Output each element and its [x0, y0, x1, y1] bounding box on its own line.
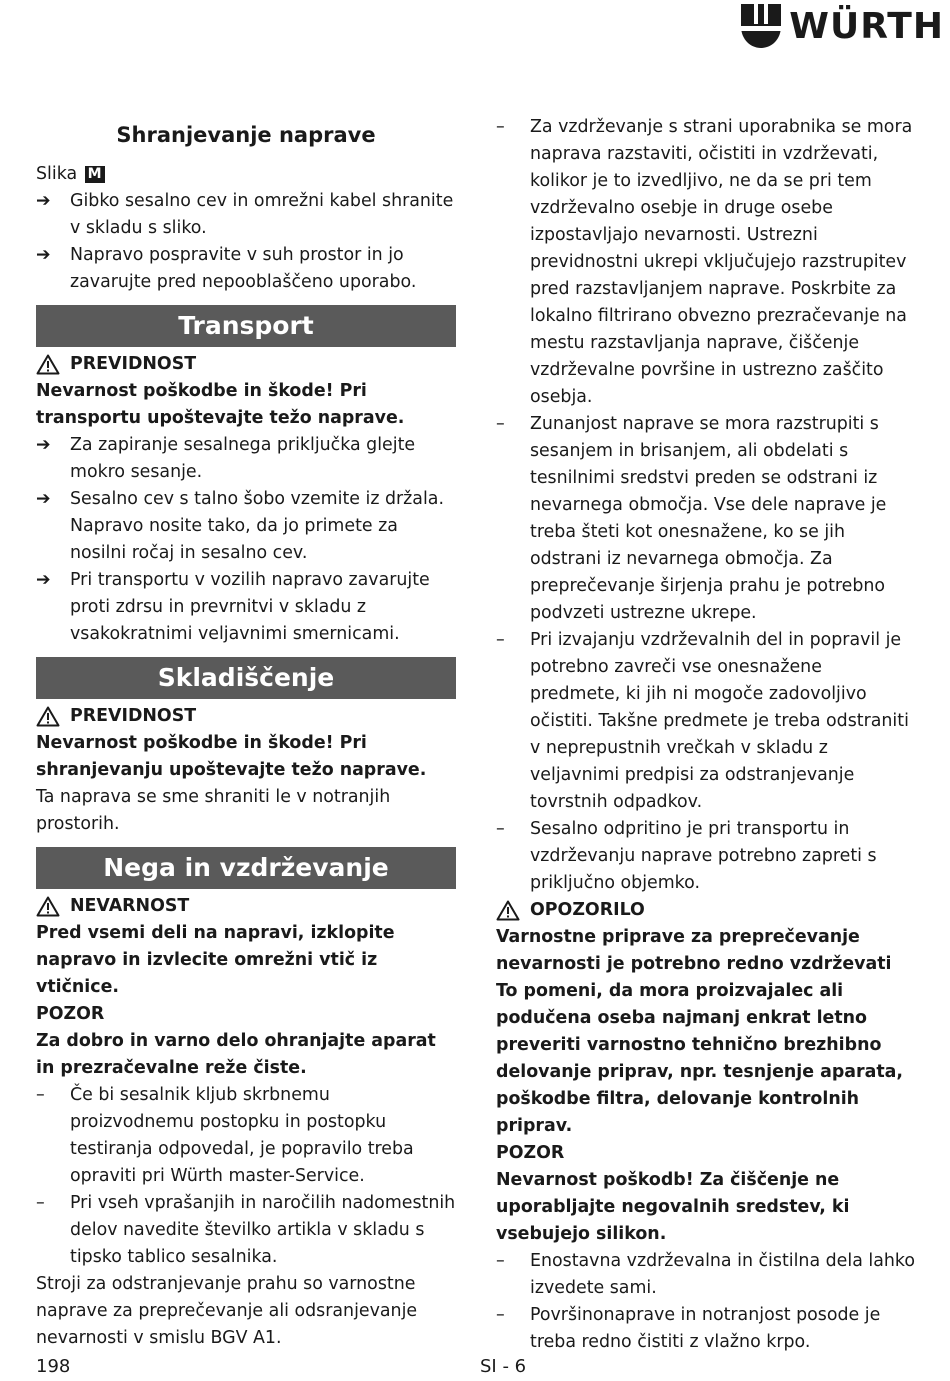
arrow-right-icon: ➔ [36, 570, 51, 590]
list-item: ➔ Pri transportu v vozilih napravo zavarujte proti zdrsu in prevrnitvi v skladu z vsakokratnimi veljavnimi smernicami. [36, 567, 456, 648]
warning-text: Nevarnost poškodbe in škode! Pri shranjevanju upoštevajte težo naprave. [36, 733, 427, 780]
list-item: – Zunanjost naprave se mora razstrupiti s sesanjem in brisanjem, ali obdelati s tesnilnimi sredstvi preden se odstrani iz nevarnega območja. Vse dele naprave je treba šteti kot onesnažene, ko se jih odstrani iz nevarnega območja. Za preprečevanje širjenja prahu je potrebno podvzeti ustrezne ukrepe. [496, 411, 916, 627]
warning-header: PREVIDNOST [36, 351, 456, 378]
page-number: 198 [36, 1356, 71, 1377]
dash-bullet: – [496, 414, 505, 434]
logo-text: WÜRTH [789, 5, 944, 47]
pozor-text: Za dobro in varno delo ohranjajte aparat in prezračevalne reže čiste. [36, 1031, 436, 1078]
list-item: ➔ Gibko sesalno cev in omrežni kabel shranite v skladu s sliko. [36, 188, 456, 242]
section-heading-transport: Transport [36, 305, 456, 347]
warning-triangle-icon [36, 896, 60, 917]
dash-bullet: – [496, 630, 505, 650]
pozor-text: Nevarnost poškodb! Za čiščenje ne uporabljajte negovalnih sredstev, ki vsebujejo silikon. [496, 1170, 850, 1244]
arrow-right-icon: ➔ [36, 245, 51, 265]
storage-note: Ta naprava se sme shraniti le v notranjih prostorih. [36, 787, 391, 834]
right-column [496, 114, 916, 1356]
warning-header: PREVIDNOST [36, 703, 456, 730]
list-item: – Pri vseh vprašanjih in naročilih nadomestnih delov navedite številko artikla v skladu s tipsko tablico sesalnika. [36, 1190, 456, 1271]
pozor-label: POZOR [496, 1143, 565, 1163]
list-item: ➔ Za zapiranje sesalnega priključka glejte mokro sesanje. [36, 432, 456, 486]
warning-header: OPOZORILO [496, 897, 916, 924]
dash-bullet: – [36, 1193, 45, 1213]
list-item: – Enostavna vzdrževalna in čistilna dela lahko izvedete sami. [496, 1248, 916, 1302]
list-item: – Pri izvajanju vzdrževalnih del in popravil je potrebno zavreči vse onesnažene predmete, ki jih ni mogoče zadovoljivo očistiti. Takšne predmete je treba odstraniti v neprepustnih vrečkah v skladu z veljavnimi predpisi za odstranjevanje tovrstnih odpadkov. [496, 627, 916, 816]
warning-text: To pomeni, da mora proizvajalec ali podučena oseba najmanj enkrat letno preveriti varnostno tehnično brezhibno delovanje priprav, npr. tesnjenje aparata, poškodbe filtra, delovanje kontrolnih priprav. [496, 981, 903, 1136]
list-item: – Površinonaprave in notranjost posode je treba redno čistiti z vlažno krpo. [496, 1302, 916, 1356]
wurth-logo [741, 4, 944, 48]
list-item: ➔ Napravo pospravite v suh prostor in jo zavarujte pred nepooblaščeno uporabo. [36, 242, 456, 296]
dash-bullet: – [496, 819, 505, 839]
figure-label: Slika [36, 164, 78, 184]
danger-header: NEVARNOST [36, 893, 456, 920]
figure-reference [36, 161, 456, 188]
arrow-right-icon: ➔ [36, 489, 51, 509]
arrow-right-icon: ➔ [36, 435, 51, 455]
warning-triangle-icon [36, 706, 60, 727]
list-item: – Sesalno odpritino je pri transportu in vzdrževanju naprave potrebno zapreti s priključno objemko. [496, 816, 916, 897]
section-title-storage-device: Shranjevanje naprave [116, 123, 376, 147]
warning-text: Nevarnost poškodbe in škode! Pri transportu upoštevajte težo naprave. [36, 381, 405, 428]
figure-letter: M [85, 166, 105, 183]
wurth-emblem-icon [741, 4, 781, 48]
dash-bullet: – [496, 117, 505, 137]
danger-text: Pred vsemi deli na napravi, izklopite napravo in izvlecite omrežni vtič iz vtičnice. [36, 923, 395, 997]
dash-bullet: – [496, 1305, 505, 1325]
section-heading-storage: Skladiščenje [36, 657, 456, 699]
warning-text: Varnostne priprave za preprečevanje nevarnosti je potrebno redno vzdrževati [496, 927, 892, 974]
arrow-right-icon: ➔ [36, 191, 51, 211]
section-heading-care: Nega in vzdrževanje [36, 847, 456, 889]
warning-triangle-icon [36, 354, 60, 375]
dash-bullet: – [36, 1085, 45, 1105]
dash-bullet: – [496, 1251, 505, 1271]
warning-triangle-icon [496, 900, 520, 921]
list-item: – Če bi sesalnik kljub skrbnemu proizvodnemu postopku in postopku testiranja odpovedal, je popravilo treba opraviti pri Würth master-Service. [36, 1082, 456, 1190]
care-paragraph: Stroji za odstranjevanje prahu so varnostne naprave za preprečevanje ali odsranjevanje nevarnosti v smislu BGV A1. [36, 1274, 418, 1348]
page-code: SI - 6 [480, 1356, 527, 1377]
list-item: – Za vzdrževanje s strani uporabnika se mora naprava razstaviti, očistiti in vzdrževati, kolikor je to izvedljivo, ne da se pri tem vzdrževalno osebje in druge osebe izpostavljajo nevarnosti. Ustrezni previdnostni ukrepi vključujejo razstrupitev pred razstavljanjem naprave. Poskrbite za lokalno filtrirano obvezno prezračevanje na mestu razstavljanja naprave, čiščenje vzdrževalne površine in ustrezno zaščito osebja. [496, 114, 916, 411]
left-column [36, 114, 456, 1352]
pozor-label: POZOR [36, 1004, 105, 1024]
list-item: ➔ Sesalno cev s talno šobo vzemite iz držala. Napravo nosite tako, da jo primete za nosilni ročaj in sesalno cev. [36, 486, 456, 567]
